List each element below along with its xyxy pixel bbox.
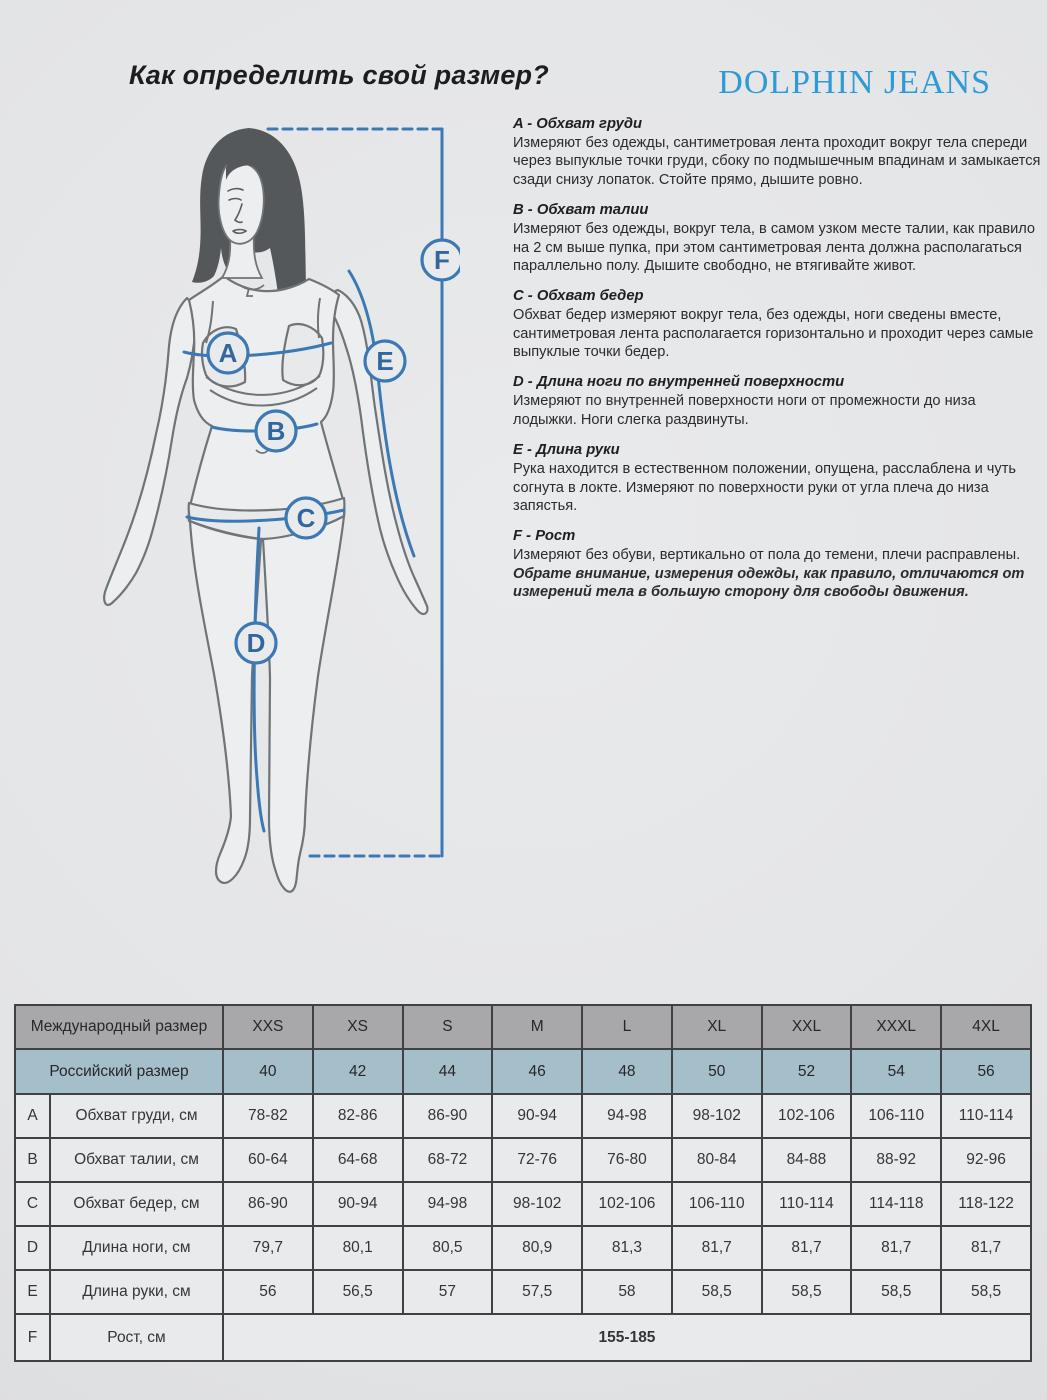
ru-size-cell: 52 bbox=[762, 1049, 852, 1094]
ru-size-cell: 42 bbox=[313, 1049, 403, 1094]
table-row-bust bbox=[15, 1094, 1031, 1138]
row-value: 114-118 bbox=[851, 1182, 941, 1226]
section-inner-leg-body: Измеряют по внутренней поверхности ноги от промежности до низа лодыжки. Ноги слегка раздвинуты. bbox=[513, 393, 976, 428]
row-value: 58,5 bbox=[672, 1270, 762, 1314]
section-arm-body: Рука находится в естественном положении, опущена, расслаблена и чуть согнута в локте. Измеряют по поверхности руки от угла плеча до низа запястья. bbox=[513, 461, 1016, 514]
intl-size-cell: XXS bbox=[223, 1005, 313, 1049]
ru-size-cell: 48 bbox=[582, 1049, 672, 1094]
section-bust-body: Измеряют без одежды, сантиметровая лента проходит вокруг тела спереди через выпуклые точки груди, сбоку по подмышечным впадинам и замыкается сзади снизу лопаток. Стойте прямо, дышите ровно. bbox=[513, 135, 1041, 188]
measurement-figure-illustration bbox=[90, 118, 460, 910]
row-letter: B bbox=[15, 1138, 50, 1182]
row-value: 102-106 bbox=[582, 1182, 672, 1226]
measure-instructions bbox=[513, 116, 1042, 601]
row-value: 110-114 bbox=[762, 1182, 852, 1226]
row-letter: C bbox=[15, 1182, 50, 1226]
intl-size-cell: XL bbox=[672, 1005, 762, 1049]
section-inner-leg-heading: D - Длина ноги по внутренней поверхности bbox=[513, 374, 845, 391]
right-arm bbox=[328, 290, 427, 614]
row-value: 80,5 bbox=[403, 1226, 493, 1270]
section-height-body: Измеряют без обуви, вертикально от пола до темени, плечи расправлены. bbox=[513, 547, 1021, 564]
row-value: 86-90 bbox=[403, 1094, 493, 1138]
row-value: 72-76 bbox=[492, 1138, 582, 1182]
row-value: 88-92 bbox=[851, 1138, 941, 1182]
section-height-heading: F - Рост bbox=[513, 528, 576, 545]
row-label: Длина руки, см bbox=[50, 1270, 223, 1314]
row-value: 86-90 bbox=[223, 1182, 313, 1226]
row-label: Обхват талии, см bbox=[50, 1138, 223, 1182]
section-bust bbox=[513, 116, 1042, 189]
section-waist-heading: B - Обхват талии bbox=[513, 202, 649, 219]
row-value: 92-96 bbox=[941, 1138, 1031, 1182]
label-f: F bbox=[434, 245, 450, 275]
row-label: Рост, см bbox=[50, 1314, 223, 1361]
row-letter: D bbox=[15, 1226, 50, 1270]
row-value: 81,7 bbox=[672, 1226, 762, 1270]
left-arm bbox=[104, 298, 195, 605]
ru-size-cell: 54 bbox=[851, 1049, 941, 1094]
table-row-hips bbox=[15, 1182, 1031, 1226]
intl-size-cell: 4XL bbox=[941, 1005, 1031, 1049]
ru-size-cell: 40 bbox=[223, 1049, 313, 1094]
intl-size-row bbox=[15, 1005, 1031, 1049]
section-hips-heading: C - Обхват бедер bbox=[513, 288, 644, 305]
ru-size-cell: 56 bbox=[941, 1049, 1031, 1094]
row-value: 106-110 bbox=[851, 1094, 941, 1138]
row-value: 102-106 bbox=[762, 1094, 852, 1138]
left-leg bbox=[190, 521, 261, 883]
intl-size-cell: M bbox=[492, 1005, 582, 1049]
row-value: 90-94 bbox=[492, 1094, 582, 1138]
row-value: 81,3 bbox=[582, 1226, 672, 1270]
row-label: Обхват груди, см bbox=[50, 1094, 223, 1138]
row-value: 56 bbox=[223, 1270, 313, 1314]
attention-note: Обрате внимание, измерения одежды, как правило, отличаются от измерений тела в большую сторону для свободы движения. bbox=[513, 565, 1025, 600]
row-value: 94-98 bbox=[403, 1182, 493, 1226]
ru-size-cell: 44 bbox=[403, 1049, 493, 1094]
ru-size-cell: 46 bbox=[492, 1049, 582, 1094]
face bbox=[219, 162, 264, 243]
section-inner-leg bbox=[513, 374, 1042, 429]
section-hips-body: Обхват бедер измеряют вокруг тела, без одежды, ноги сведены вместе, сантиметровая лента располагается горизонтально и проходит через самые выпуклые точки бедер. bbox=[513, 307, 1034, 360]
row-value: 76-80 bbox=[582, 1138, 672, 1182]
ru-size-label: Российский размер bbox=[15, 1049, 223, 1094]
ru-size-row bbox=[15, 1049, 1031, 1094]
row-value: 80-84 bbox=[672, 1138, 762, 1182]
intl-size-cell: XS bbox=[313, 1005, 403, 1049]
row-value: 79,7 bbox=[223, 1226, 313, 1270]
intl-size-label: Международный размер bbox=[15, 1005, 223, 1049]
row-value: 58 bbox=[582, 1270, 672, 1314]
page-title: Как определить свой размер? bbox=[129, 60, 549, 91]
intl-size-cell: S bbox=[403, 1005, 493, 1049]
brand-logo: DOLPHIN JEANS bbox=[718, 64, 991, 101]
size-table bbox=[14, 1004, 1032, 1362]
row-value: 81,7 bbox=[941, 1226, 1031, 1270]
section-arm-heading: E - Длина руки bbox=[513, 442, 620, 459]
section-bust-heading: A - Обхват груди bbox=[513, 116, 643, 132]
row-value: 84-88 bbox=[762, 1138, 852, 1182]
row-value: 68-72 bbox=[403, 1138, 493, 1182]
section-height bbox=[513, 528, 1042, 564]
row-value: 60-64 bbox=[223, 1138, 313, 1182]
label-b: B bbox=[266, 416, 286, 446]
label-a: A bbox=[218, 338, 238, 368]
table-row-leg bbox=[15, 1226, 1031, 1270]
intl-size-cell: L bbox=[582, 1005, 672, 1049]
row-value: 98-102 bbox=[492, 1182, 582, 1226]
section-waist-body: Измеряют без одежды, вокруг тела, в самом узком месте талии, как правило на 2 см выше пупка, при этом сантиметровая лента должна располагаться параллельно полу. Дышите свободно, не втягивайте живот. bbox=[513, 221, 1036, 274]
row-label: Длина ноги, см bbox=[50, 1226, 223, 1270]
row-value: 118-122 bbox=[941, 1182, 1031, 1226]
row-value: 56,5 bbox=[313, 1270, 403, 1314]
row-value: 82-86 bbox=[313, 1094, 403, 1138]
row-value: 58,5 bbox=[851, 1270, 941, 1314]
row-value: 98-102 bbox=[672, 1094, 762, 1138]
row-letter: A bbox=[15, 1094, 50, 1138]
row-label: Обхват бедер, см bbox=[50, 1182, 223, 1226]
right-leg bbox=[263, 516, 344, 892]
row-value: 110-114 bbox=[941, 1094, 1031, 1138]
row-value: 81,7 bbox=[851, 1226, 941, 1270]
label-d: D bbox=[246, 628, 266, 658]
row-value: 90-94 bbox=[313, 1182, 403, 1226]
intl-size-cell: XXL bbox=[762, 1005, 852, 1049]
row-value: 80,1 bbox=[313, 1226, 403, 1270]
row-span-value: 155-185 bbox=[223, 1314, 1031, 1361]
section-waist bbox=[513, 202, 1042, 275]
intl-size-cell: XXXL bbox=[851, 1005, 941, 1049]
row-value: 80,9 bbox=[492, 1226, 582, 1270]
row-value: 106-110 bbox=[672, 1182, 762, 1226]
label-c: C bbox=[296, 503, 316, 533]
table-row-waist bbox=[15, 1138, 1031, 1182]
section-arm bbox=[513, 442, 1042, 515]
row-value: 58,5 bbox=[941, 1270, 1031, 1314]
label-e: E bbox=[376, 346, 394, 376]
ru-size-cell: 50 bbox=[672, 1049, 762, 1094]
section-hips bbox=[513, 288, 1042, 361]
table-row-height bbox=[15, 1314, 1031, 1361]
row-value: 57,5 bbox=[492, 1270, 582, 1314]
table-row-arm bbox=[15, 1270, 1031, 1314]
row-value: 81,7 bbox=[762, 1226, 852, 1270]
row-value: 94-98 bbox=[582, 1094, 672, 1138]
row-value: 58,5 bbox=[762, 1270, 852, 1314]
row-value: 78-82 bbox=[223, 1094, 313, 1138]
row-letter: E bbox=[15, 1270, 50, 1314]
row-value: 57 bbox=[403, 1270, 493, 1314]
row-value: 64-68 bbox=[313, 1138, 403, 1182]
row-letter: F bbox=[15, 1314, 50, 1361]
